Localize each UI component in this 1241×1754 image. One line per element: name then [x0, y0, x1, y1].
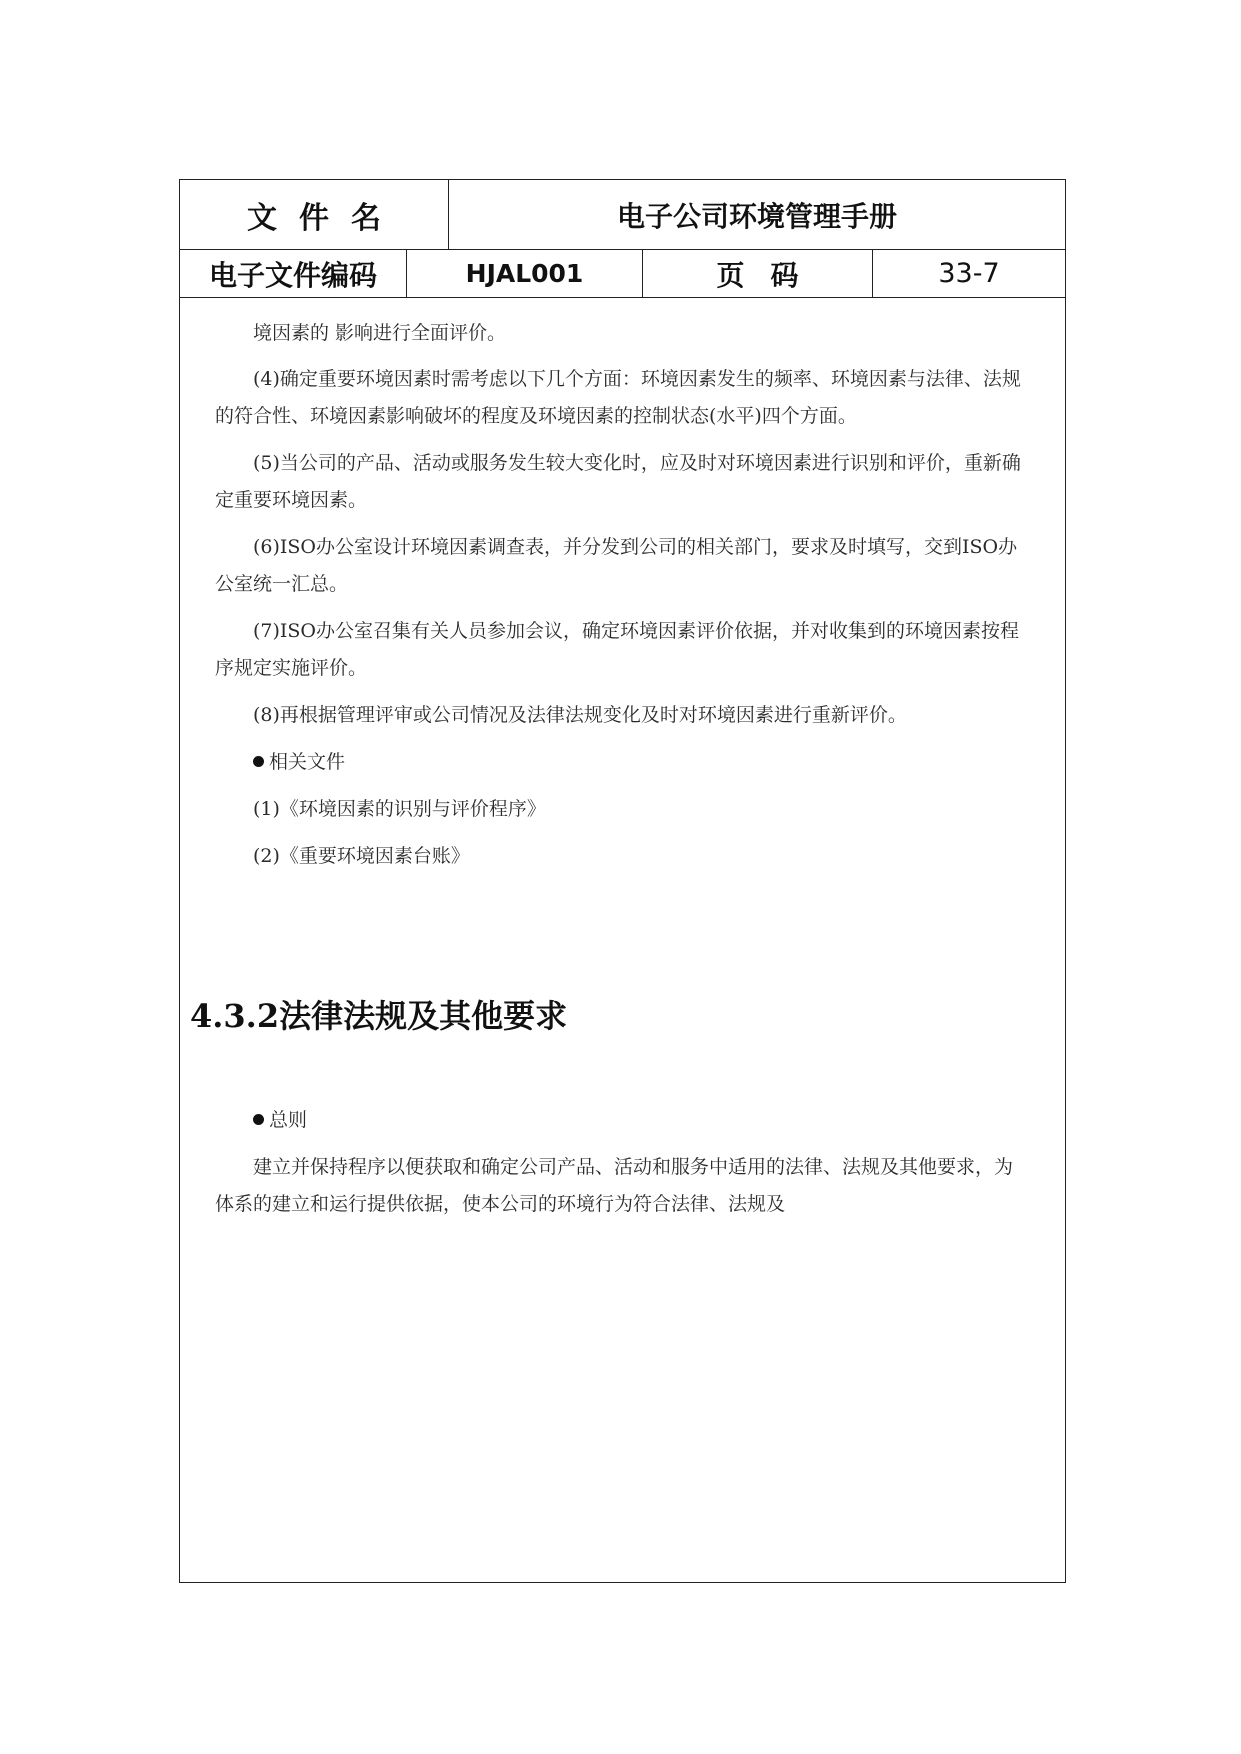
paragraph-item-6: (6)ISO办公室设计环境因素调查表，并分发到公司的相关部门，要求及时填写，交到ISO办公室统一汇总。	[215, 536, 1018, 595]
general-paragraph: 建立并保持程序以便获取和确定公司产品、活动和服务中适用的法律、法规及其他要求，为 体系的建立和运行提供依据，使本公司的环境行为符合法律、法规及	[215, 1156, 1014, 1215]
code-label: 电子文件编码	[180, 250, 407, 297]
paragraph-item-4: (4)确定重要环境因素时需考虑以下几个方面：环境因素发生的频率、环境因素与法律、法规的符合性、环境因素影响破坏的程度及环境因素的控制状态(水平)四个方面。	[215, 368, 1021, 427]
page-number: 33-7	[938, 258, 1000, 289]
related-docs-title	[215, 744, 1031, 781]
paragraph-item-5: (5)当公司的产品、活动或服务发生较大变化时，应及时对环境因素进行识别和评价，重新确定重要环境因素。	[215, 452, 1021, 511]
bullet-icon	[253, 1114, 264, 1125]
file-name-label: 文件名	[180, 180, 449, 249]
bullet-icon	[253, 756, 264, 767]
document-frame	[179, 179, 1066, 1583]
header-row-title	[180, 180, 1065, 250]
file-name-value: 电子公司环境管理手册	[616, 199, 897, 233]
paragraph-item-8: (8)再根据管理评审或公司情况及法律法规变化及时对环境因素进行重新评价。	[253, 704, 907, 726]
related-doc-2: (2)《重要环境因素台账》	[253, 845, 470, 867]
page-label: 页码	[643, 250, 873, 297]
paragraph-item-7: (7)ISO办公室召集有关人员参加会议，确定环境因素评价依据，并对收集到的环境因素按程序规定实施评价。	[215, 620, 1020, 679]
section-heading: 4.3.2法律法规及其他要求	[190, 997, 568, 1035]
code-value: HJAL001	[407, 250, 643, 297]
content-block-2	[215, 1102, 1031, 1223]
general-label: 总则	[269, 1109, 308, 1131]
paragraph-continuation: 境因素的 影响进行全面评价。	[253, 322, 507, 344]
general-title	[215, 1102, 1031, 1139]
content-block-1	[215, 315, 1031, 875]
related-docs-label: 相关文件	[269, 751, 346, 773]
related-doc-1: (1)《环境因素的识别与评价程序》	[253, 798, 546, 820]
header-row-code	[180, 250, 1065, 298]
